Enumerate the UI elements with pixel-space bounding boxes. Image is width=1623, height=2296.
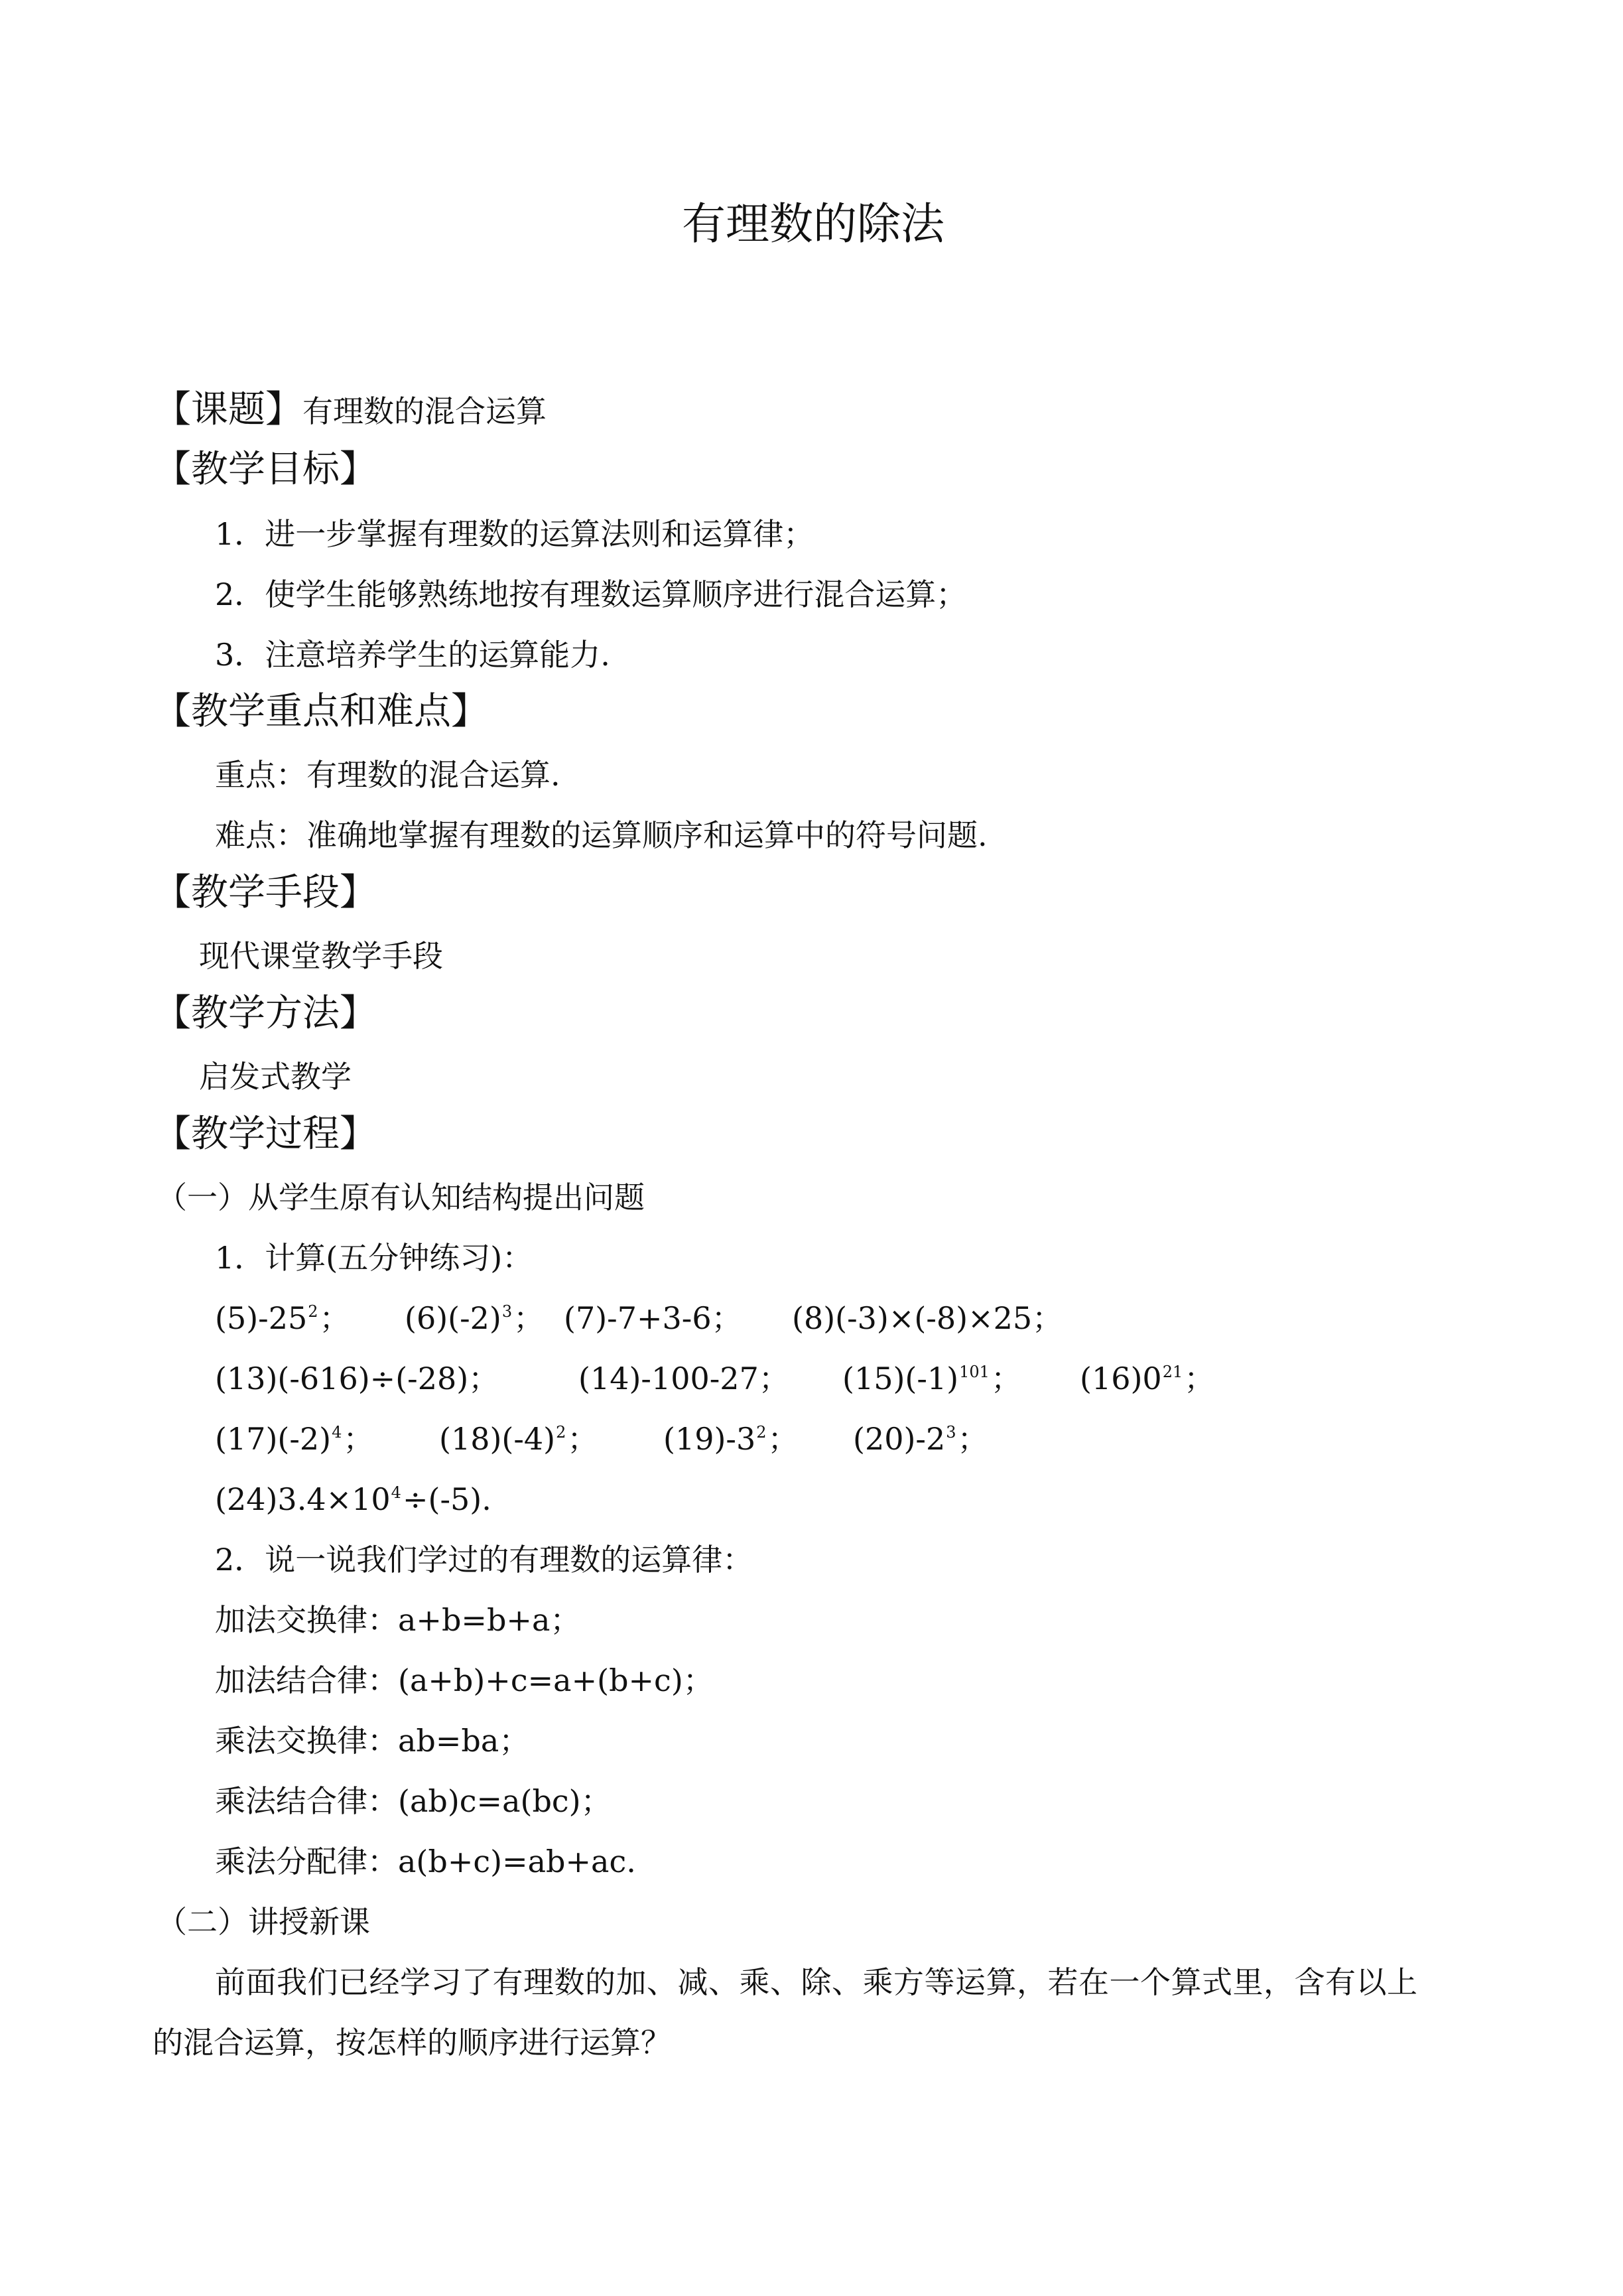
process-heading: 【教学过程】 bbox=[154, 1113, 377, 1156]
exercise-text: (20)-2 bbox=[853, 1421, 946, 1457]
exercise-20 bbox=[853, 1421, 988, 1457]
exercise-text: (24)3.4×10 bbox=[215, 1481, 391, 1517]
exercise-end: ； bbox=[513, 1300, 545, 1336]
exercise-18 bbox=[439, 1421, 598, 1457]
methods-value: 启发式教学 bbox=[199, 1059, 352, 1095]
exercise-text: (16)0 bbox=[1080, 1361, 1162, 1396]
exercise-17 bbox=[215, 1421, 374, 1457]
topic-value: 有理数的混合运算 bbox=[302, 393, 547, 429]
exponent: 21 bbox=[1162, 1363, 1183, 1381]
exercise-text: (15)(-1) bbox=[842, 1361, 959, 1396]
exercise-end: ； bbox=[957, 1421, 988, 1457]
exponent: 101 bbox=[959, 1363, 990, 1381]
exercise-end: ； bbox=[990, 1361, 1021, 1396]
methods-heading: 【教学方法】 bbox=[154, 992, 377, 1035]
exponent: 2 bbox=[308, 1302, 318, 1321]
law-item bbox=[215, 1602, 581, 1638]
exercise-end: ； bbox=[343, 1421, 374, 1457]
law-item bbox=[215, 1783, 612, 1819]
key-point-difficulty: 难点：准确地掌握有理数的运算顺序和运算中的符号问题. bbox=[215, 817, 988, 853]
law-name: 乘法分配律： bbox=[215, 1844, 398, 1879]
law-formula: a(b+c)=ab+ac. bbox=[398, 1844, 636, 1879]
objective-item: 3．注意培养学生的运算能力. bbox=[215, 637, 610, 673]
laws-prompt: 2．说一说我们学过的有理数的运算律： bbox=[215, 1542, 753, 1578]
exercise-14: (14)-100-27； bbox=[578, 1361, 789, 1396]
part2-heading: （二）讲授新课 bbox=[157, 1904, 370, 1940]
objective-item: 1．进一步掌握有理数的运算法则和运算律； bbox=[215, 516, 814, 552]
objectives-heading: 【教学目标】 bbox=[154, 448, 377, 491]
law-name: 乘法交换律： bbox=[215, 1723, 398, 1759]
exercise-end: ； bbox=[319, 1300, 350, 1336]
exercise-text: (19)-3 bbox=[663, 1421, 756, 1457]
law-name: 加法结合律： bbox=[215, 1662, 398, 1698]
exercise-15 bbox=[842, 1363, 1021, 1394]
means-heading: 【教学手段】 bbox=[154, 871, 377, 914]
exponent: 4 bbox=[391, 1483, 401, 1502]
exponent: 3 bbox=[946, 1423, 956, 1442]
exercise-end: ； bbox=[567, 1421, 598, 1457]
exercise-end: ； bbox=[1184, 1361, 1215, 1396]
exercise-19 bbox=[663, 1421, 799, 1457]
exercise-24 bbox=[215, 1481, 491, 1517]
objective-item: 2．使学生能够熟练地按有理数运算顺序进行混合运算； bbox=[215, 576, 967, 612]
law-formula: ab=ba； bbox=[398, 1723, 530, 1759]
exponent: 4 bbox=[332, 1423, 342, 1442]
exercise-6 bbox=[405, 1300, 545, 1336]
exercise-text: (5)-25 bbox=[215, 1300, 308, 1336]
law-formula: (a+b)+c=a+(b+c)； bbox=[398, 1662, 714, 1698]
key-points-heading: 【教学重点和难点】 bbox=[154, 690, 488, 733]
means-value: 现代课堂教学手段 bbox=[199, 938, 443, 974]
paragraph-line: 前面我们已经学习了有理数的加、减、乘、除、乘方等运算，若在一个算式里，含有以上 bbox=[215, 1964, 1418, 2000]
exponent: 3 bbox=[501, 1302, 513, 1321]
exercise-text: (17)(-2) bbox=[215, 1421, 332, 1457]
exponent: 2 bbox=[756, 1423, 767, 1442]
exercise-8: (8)(-3)×(-8)×25； bbox=[792, 1300, 1063, 1336]
exponent: 2 bbox=[556, 1423, 566, 1442]
exercise-prompt: 1．计算(五分钟练习)： bbox=[215, 1240, 533, 1276]
exercise-text: (18)(-4) bbox=[439, 1421, 556, 1457]
page-title: 有理数的除法 bbox=[682, 198, 944, 249]
law-formula: a+b=b+a； bbox=[398, 1602, 581, 1638]
topic-line bbox=[154, 388, 547, 431]
exercise-7: (7)-7+3-6； bbox=[564, 1300, 742, 1336]
law-formula: (ab)c=a(bc)； bbox=[398, 1783, 612, 1819]
law-item bbox=[215, 1846, 636, 1877]
law-name: 乘法结合律： bbox=[215, 1783, 398, 1819]
paragraph-line: 的混合运算，按怎样的顺序进行运算？ bbox=[153, 2025, 671, 2060]
topic-label: 【课题】 bbox=[154, 388, 302, 431]
law-name: 加法交换律： bbox=[215, 1602, 398, 1638]
exercise-5 bbox=[215, 1300, 350, 1336]
key-point-focus: 重点：有理数的混合运算. bbox=[215, 757, 560, 793]
law-item bbox=[215, 1662, 714, 1698]
exercise-16 bbox=[1080, 1363, 1214, 1394]
exercise-13: (13)(-616)÷(-28)； bbox=[215, 1361, 499, 1396]
exercise-text: (6)(-2) bbox=[405, 1300, 501, 1336]
exercise-end: ÷(-5). bbox=[402, 1481, 491, 1517]
exercise-end: ； bbox=[767, 1421, 799, 1457]
law-item bbox=[215, 1723, 530, 1759]
part1-heading: （一）从学生原有认知结构提出问题 bbox=[157, 1180, 645, 1215]
